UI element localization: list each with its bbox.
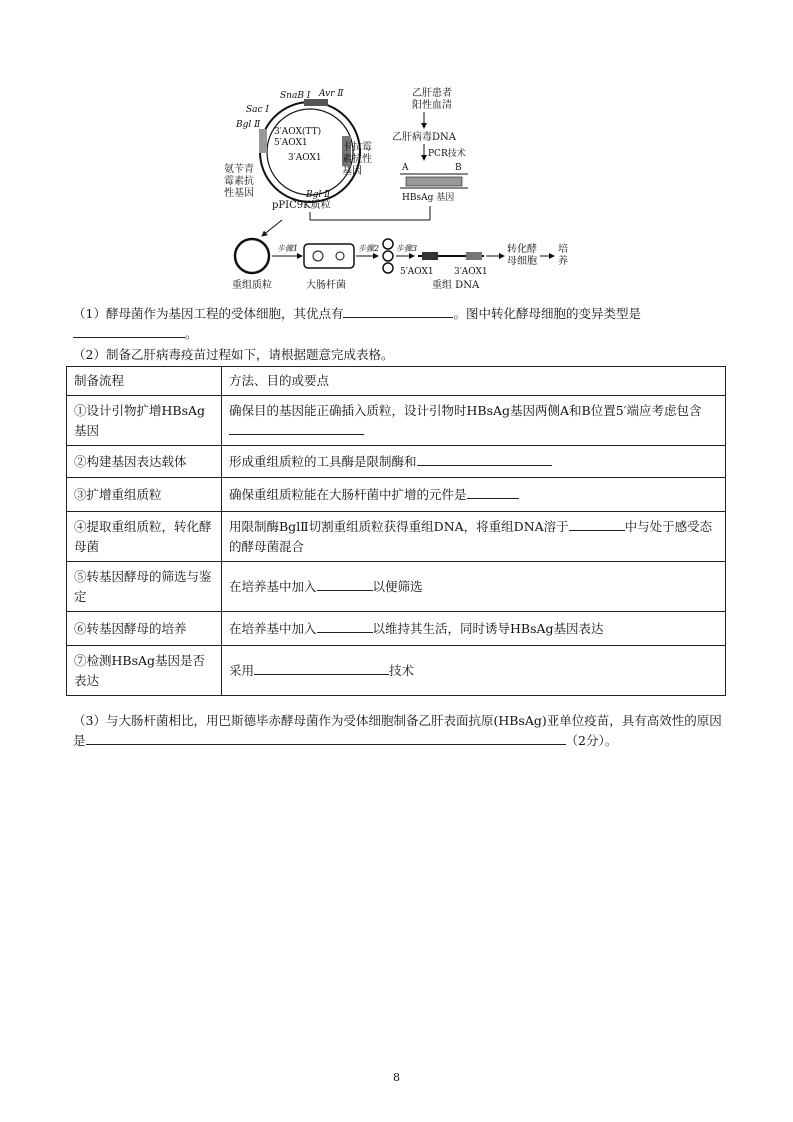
question-3: [73, 711, 725, 751]
site-sac1: Sac Ⅰ: [246, 105, 269, 115]
row-4-step: ④提取重组质粒，转化酵母菌: [67, 512, 222, 562]
table-row: [67, 396, 726, 446]
table-row: [67, 446, 726, 478]
row-6-step: ⑥转基因酵母的培养: [67, 612, 222, 646]
row-5-method: [222, 562, 726, 612]
transformed-yeast-2: 母细胞: [507, 256, 537, 267]
question-2-intro: （2）制备乙肝病毒疫苗过程如下，请根据题意完成表格。: [73, 347, 394, 362]
pcr-label: PCR技术: [428, 149, 466, 159]
row-6-blank[interactable]: [317, 620, 373, 633]
plasmid-name: pPIC9K质粒: [272, 200, 331, 211]
experiment-diagram: [222, 84, 592, 296]
row-3-text: 确保重组质粒能在大肠杆菌中扩增的元件是: [229, 486, 467, 502]
virus-dna-label: 乙肝病毒DNA: [392, 132, 456, 143]
plasmid-inner-1: 3′AOX(TT): [274, 127, 322, 137]
site-avr2: Avr Ⅱ: [319, 89, 344, 99]
q1-blank-1[interactable]: [343, 305, 453, 318]
culture-1: 培: [558, 244, 568, 255]
row-7-text-after: 技术: [389, 662, 415, 678]
amp-gene-3: 性基因: [224, 188, 254, 199]
kan-gene-3: 基因: [342, 166, 362, 177]
row-2-method: [222, 446, 726, 478]
step3-label: 步骤3: [396, 244, 418, 253]
q1-text-a: （1）酵母菌作为基因工程的受体细胞，其优点有: [73, 306, 344, 321]
row-7-step: ⑦检测HBsAg基因是否表达: [67, 646, 222, 696]
row-7-blank[interactable]: [254, 662, 389, 675]
recombinant-plasmid-icon: [235, 239, 269, 273]
table-row: [67, 478, 726, 512]
diagram-svg: [222, 84, 592, 296]
site-bgl2-left: Bgl Ⅱ: [236, 120, 261, 130]
row-5-text-after: 以便筛选: [372, 578, 423, 594]
table-row: [67, 646, 726, 696]
row-4-blank[interactable]: [569, 518, 625, 531]
aox3-label: 3′AOX1: [454, 267, 488, 277]
page-number: 8: [393, 1071, 400, 1084]
row-6-text-after: 以维持其生活，同时诱导HBsAg基因表达: [372, 620, 604, 636]
gene-label: HBsAg 基因: [402, 193, 455, 203]
kan-gene-2: 素抗性: [342, 154, 372, 165]
amp-gene-2: 霉素抗: [224, 176, 254, 187]
row-1-blank[interactable]: [229, 422, 364, 435]
row-6-method: [222, 612, 726, 646]
patient-line-2: 阳性血清: [412, 100, 452, 111]
step1-label: 步骤1: [277, 244, 299, 253]
row-1-step: ①设计引物扩增HBsAg基因: [67, 396, 222, 446]
ecoli-icon: [304, 244, 354, 268]
transformed-yeast-1: 转化酵: [507, 244, 537, 255]
q1-blank-2[interactable]: [73, 325, 185, 338]
q1-text-b: 。图中转化酵母细胞的变异类型是: [453, 306, 641, 321]
question-1: [73, 304, 723, 344]
row-1-text: 确保目的基因能正确插入质粒，设计引物时HBsAg基因两侧A和B位置5′端应考虑包含: [229, 402, 702, 418]
row-5-text: 在培养基中加入: [229, 578, 317, 594]
row-4-text-after: 中与处于感受态的酵母菌混合: [229, 518, 713, 554]
row-7-method: [222, 646, 726, 696]
site-bgl2-bottom: Bgl Ⅱ: [306, 190, 331, 200]
row-4-method: [222, 512, 726, 562]
q1-text-c: 。: [185, 326, 198, 341]
plasmid-inner-2: 5′AOX1: [274, 138, 308, 148]
kan-gene-1: 卡拉霉: [342, 142, 372, 153]
row-3-method: [222, 478, 726, 512]
row-6-text: 在培养基中加入: [229, 620, 317, 636]
row-5-step: ⑤转基因酵母的筛选与鉴定: [67, 562, 222, 612]
plasmid-inner-3: 3′AOX1: [288, 153, 322, 163]
header-method: 方法、目的或要点: [222, 367, 726, 396]
row-2-step: ②构建基因表达载体: [67, 446, 222, 478]
row-5-blank[interactable]: [317, 578, 373, 591]
site-snab1: SnaB Ⅰ: [280, 91, 311, 101]
table-row: [67, 562, 726, 612]
table-row: [67, 512, 726, 562]
row-2-blank[interactable]: [417, 453, 552, 466]
row-4-text: 用限制酶BglⅡ切割重组质粒获得重组DNA，将重组DNA溶于: [229, 518, 569, 534]
row-1-method: [222, 396, 726, 446]
patient-line-1: 乙肝患者: [412, 88, 452, 99]
site-b-label: B: [455, 163, 462, 173]
recombinant-plasmid-label: 重组质粒: [232, 280, 272, 291]
row-3-blank[interactable]: [467, 486, 519, 499]
procedure-table: [66, 366, 726, 696]
ecoli-label: 大肠杆菌: [306, 280, 346, 291]
amp-gene-1: 氨苄青: [224, 164, 254, 175]
header-step: 制备流程: [67, 367, 222, 396]
row-2-text: 形成重组质粒的工具酶是限制酶和: [229, 453, 417, 469]
table-row: [67, 612, 726, 646]
site-a-label: A: [402, 163, 409, 173]
recombinant-dna-label: 重组 DNA: [432, 280, 480, 291]
table-header-row: [67, 367, 726, 396]
q3-blank[interactable]: [86, 732, 566, 745]
row-3-step: ③扩增重组质粒: [67, 478, 222, 512]
q3-text-b: （2分）。: [565, 733, 618, 748]
row-7-text: 采用: [229, 662, 255, 678]
hbsag-gene-bar: [406, 177, 462, 186]
step2-label: 步骤2: [358, 244, 380, 253]
aox5-label: 5′AOX1: [400, 267, 434, 277]
q3-text-a: （3）与大肠杆菌相比，用巴斯德毕赤酵母菌作为受体细胞制备乙肝表面抗原(HBsAg)亚单位疫苗，具有高效性的原因是: [73, 713, 722, 748]
culture-2: 养: [558, 256, 568, 267]
